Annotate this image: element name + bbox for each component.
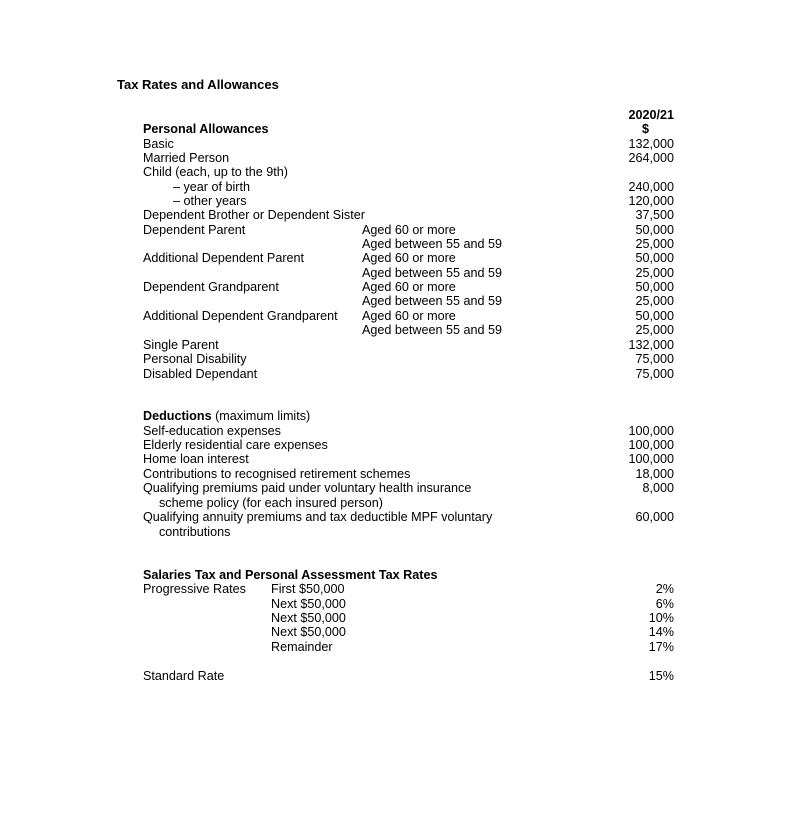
row-value-add-parent-55: 25,000 xyxy=(635,266,674,280)
row-label-add-grandparent: Additional Dependent Grandparent xyxy=(143,309,338,323)
deductions-heading-text: Deductions xyxy=(143,409,212,423)
section-heading-personal-allowances: Personal Allowances xyxy=(143,122,269,136)
row-value-child-other: 120,000 xyxy=(628,194,674,208)
row-value-home-loan: 100,000 xyxy=(628,452,674,466)
row-condition-add-grandparent-55: Aged between 55 and 59 xyxy=(362,323,503,337)
section-heading-deductions xyxy=(143,409,310,423)
row-condition-add-parent-55: Aged between 55 and 59 xyxy=(362,266,503,280)
progressive-rates-label: Progressive Rates xyxy=(143,582,246,596)
row-label-parent: Dependent Parent xyxy=(143,223,246,237)
row-value-child-birth: 240,000 xyxy=(628,180,674,194)
band-rate: 2% xyxy=(655,582,674,596)
row-value-single-parent: 132,000 xyxy=(628,338,674,352)
row-label-sibling: Dependent Brother or Dependent Sister xyxy=(143,208,365,222)
row-label-child: Child (each, up to the 9th) xyxy=(143,165,288,179)
row-condition-parent-60: Aged 60 or more xyxy=(362,223,456,237)
row-value-disabled-dependant: 75,000 xyxy=(635,367,674,381)
row-value-health: 8,000 xyxy=(642,481,674,495)
row-label-elderly-care: Elderly residential care expenses xyxy=(143,438,328,452)
band-label: Next $50,000 xyxy=(271,611,346,625)
row-condition-grandparent-60: Aged 60 or more xyxy=(362,280,456,294)
row-value-add-grandparent-60: 50,000 xyxy=(635,309,674,323)
row-value-add-parent-60: 50,000 xyxy=(635,251,674,265)
row-condition-parent-55: Aged between 55 and 59 xyxy=(362,237,503,251)
band-label: Next $50,000 xyxy=(271,597,346,611)
row-value-annuity: 60,000 xyxy=(635,510,674,524)
row-label-annuity-line1: Qualifying annuity premiums and tax deductible MPF voluntary xyxy=(143,510,493,524)
row-label-basic: Basic xyxy=(143,137,174,151)
currency-header: $ xyxy=(641,122,649,136)
standard-rate-label: Standard Rate xyxy=(143,669,225,683)
page-title: Tax Rates and Allowances xyxy=(117,77,279,92)
row-value-disability: 75,000 xyxy=(635,352,674,366)
row-label-self-education: Self-education expenses xyxy=(143,424,281,438)
row-value-married: 264,000 xyxy=(628,151,674,165)
band-label: Remainder xyxy=(271,640,333,654)
row-label-add-parent: Additional Dependent Parent xyxy=(143,251,305,265)
row-label-single-parent: Single Parent xyxy=(143,338,219,352)
section-heading-salaries-tax: Salaries Tax and Personal Assessment Tax Rates xyxy=(143,568,438,582)
row-value-parent-60: 50,000 xyxy=(635,223,674,237)
deductions-heading-note: (maximum limits) xyxy=(211,409,311,423)
row-condition-add-grandparent-60: Aged 60 or more xyxy=(362,309,456,323)
row-label-disabled-dependant: Disabled Dependant xyxy=(143,367,258,381)
band-rate: 6% xyxy=(655,597,674,611)
row-label-child-other: – other years xyxy=(173,194,247,208)
row-label-annuity-line2: contributions xyxy=(159,525,231,539)
band-label: Next $50,000 xyxy=(271,625,346,639)
year-header: 2020/21 xyxy=(628,108,674,122)
row-value-add-grandparent-55: 25,000 xyxy=(635,323,674,337)
row-condition-add-parent-60: Aged 60 or more xyxy=(362,251,456,265)
row-condition-grandparent-55: Aged between 55 and 59 xyxy=(362,294,503,308)
row-label-child-birth: – year of birth xyxy=(173,180,251,194)
row-label-health-line2: scheme policy (for each insured person) xyxy=(159,496,383,510)
row-label-disability: Personal Disability xyxy=(143,352,247,366)
row-label-health-line1: Qualifying premiums paid under voluntary health insurance xyxy=(143,481,472,495)
row-value-parent-55: 25,000 xyxy=(635,237,674,251)
row-value-sibling: 37,500 xyxy=(635,208,674,222)
row-value-self-education: 100,000 xyxy=(628,424,674,438)
row-value-grandparent-60: 50,000 xyxy=(635,280,674,294)
band-rate: 10% xyxy=(648,611,674,625)
standard-rate-value: 15% xyxy=(648,669,674,683)
band-label: First $50,000 xyxy=(271,582,345,596)
row-value-retirement: 18,000 xyxy=(635,467,674,481)
row-value-elderly-care: 100,000 xyxy=(628,438,674,452)
row-label-retirement: Contributions to recognised retirement schemes xyxy=(143,467,411,481)
band-rate: 14% xyxy=(648,625,674,639)
row-value-grandparent-55: 25,000 xyxy=(635,294,674,308)
band-rate: 17% xyxy=(648,640,674,654)
row-value-basic: 132,000 xyxy=(628,137,674,151)
row-label-married: Married Person xyxy=(143,151,230,165)
row-label-grandparent: Dependent Grandparent xyxy=(143,280,279,294)
row-label-home-loan: Home loan interest xyxy=(143,452,249,466)
